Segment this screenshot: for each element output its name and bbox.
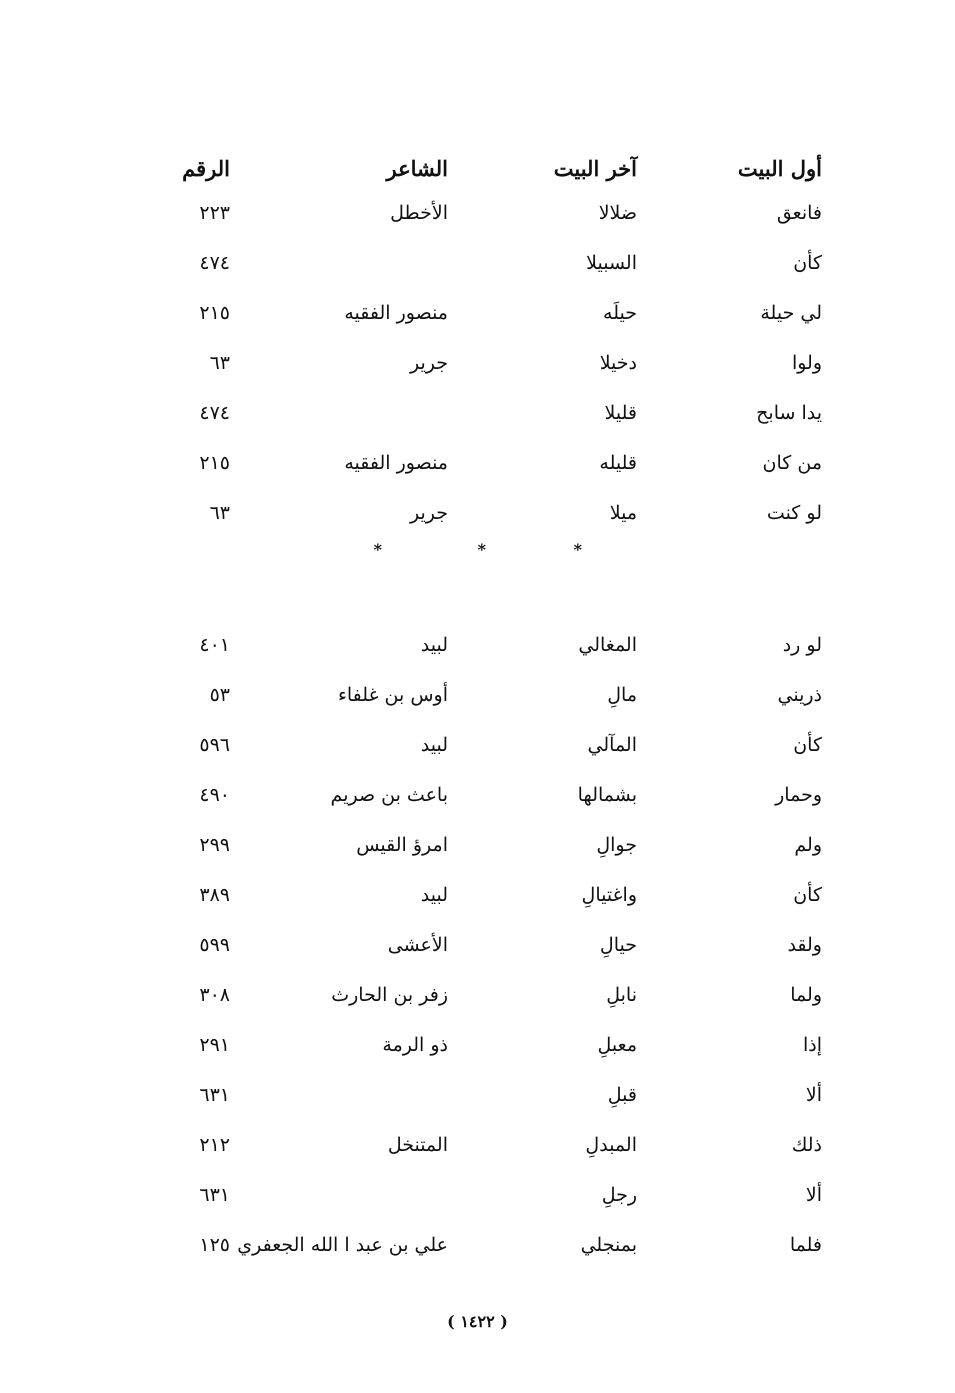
last-verse-cell: بشمالها [577, 784, 637, 806]
number-cell: ٤٩٠ [199, 784, 230, 806]
last-verse-cell: نابلِ [606, 984, 637, 1006]
table-row [170, 820, 830, 870]
first-verse-cell: كأن [793, 884, 822, 906]
last-verse-cell: قليله [599, 452, 637, 474]
number-cell: ٢٩٩ [199, 834, 230, 856]
last-verse-cell: قبلِ [607, 1084, 637, 1106]
table-row [170, 870, 830, 920]
number-cell: ٥٩٦ [199, 734, 230, 756]
poet-cell: باعث بن صريم [330, 784, 448, 806]
number-cell: ٢١٥ [199, 452, 230, 474]
table-row [170, 1020, 830, 1070]
first-verse-cell: ولم [794, 834, 822, 856]
poet-cell: لبيد [420, 734, 448, 756]
separator-star: * [477, 540, 486, 559]
poet-cell: الأعشى [387, 934, 448, 956]
first-verse-cell: ولوا [791, 352, 822, 374]
last-verse-cell: معبلِ [597, 1034, 637, 1056]
page-number: ( ١٤٢٢ ) [447, 1312, 508, 1331]
number-cell: ٢١٥ [199, 302, 230, 324]
poet-cell: امرؤ القيس [356, 834, 448, 856]
first-verse-cell: ولما [790, 984, 822, 1006]
last-verse-cell: المغالي [578, 634, 637, 656]
first-verse-cell: وحمار [775, 784, 822, 806]
poet-cell: منصور الفقيه [344, 302, 448, 324]
first-verse-cell: لي حيلة [760, 302, 822, 324]
number-cell: ٦٣١ [199, 1084, 230, 1106]
table-row [170, 1120, 830, 1170]
separator-star: * [573, 540, 582, 559]
number-cell: ٤٠١ [199, 634, 230, 656]
poet-cell: ذو الرمة [382, 1034, 448, 1056]
poet-cell: جرير [410, 502, 448, 524]
header-first-verse: أول البيت [737, 155, 822, 181]
number-cell: ٥٣ [209, 684, 230, 706]
table-row [170, 188, 830, 238]
first-verse-cell: لو رد [782, 634, 822, 656]
first-verse-cell: يدا سابح [756, 402, 822, 424]
first-verse-cell: لو كنت [766, 502, 822, 524]
table-row [170, 438, 830, 488]
number-cell: ٤٧٤ [199, 252, 230, 274]
table-row [170, 920, 830, 970]
poet-cell: منصور الفقيه [344, 452, 448, 474]
first-verse-cell: فانعق [776, 202, 822, 224]
table-row [170, 238, 830, 288]
number-cell: ٦٣١ [199, 1184, 230, 1206]
table-row [170, 970, 830, 1020]
table-row [170, 1170, 830, 1220]
first-verse-cell: إذا [802, 1034, 822, 1056]
poet-cell: علي بن عبد ا الله الجعفري [237, 1234, 448, 1256]
table-row [170, 388, 830, 438]
first-verse-cell: ألا [805, 1184, 822, 1206]
header-poet: الشاعر [386, 155, 448, 181]
first-verse-cell: ولقد [787, 934, 822, 956]
header-last-verse: آخر البيت [553, 155, 637, 181]
last-verse-cell: جوالِ [596, 834, 637, 856]
header-number: الرقم [182, 155, 230, 181]
poet-cell: لبيد [420, 634, 448, 656]
poet-cell: جرير [410, 352, 448, 374]
poet-cell: زفر بن الحارث [331, 984, 448, 1006]
number-cell: ٢٢٣ [199, 202, 230, 224]
table-row [170, 620, 830, 670]
first-verse-cell: كأن [793, 252, 822, 274]
first-verse-cell: كأن [793, 734, 822, 756]
last-verse-cell: مالِ [607, 684, 637, 706]
last-verse-cell: المبدلِ [585, 1134, 637, 1156]
last-verse-cell: السبيلا [586, 252, 637, 274]
table-row [170, 488, 830, 538]
verse-group-2 [170, 620, 830, 1270]
last-verse-cell: قليلا [604, 402, 637, 424]
verse-group-1 [170, 188, 830, 538]
last-verse-cell: رجلِ [601, 1184, 637, 1206]
separator-star: * [373, 540, 382, 559]
number-cell: ١٢٥ [199, 1234, 230, 1256]
last-verse-cell: المآلي [587, 734, 637, 756]
number-cell: ٢١٢ [199, 1134, 230, 1156]
last-verse-cell: حيلَه [603, 302, 637, 324]
table-row [170, 720, 830, 770]
table-row [170, 670, 830, 720]
number-cell: ٢٩١ [199, 1034, 230, 1056]
last-verse-cell: دخيلا [599, 352, 637, 374]
table-header [170, 148, 830, 188]
table-row [170, 770, 830, 820]
first-verse-cell: من كان [762, 452, 822, 474]
first-verse-cell: ذريني [777, 684, 822, 706]
last-verse-cell: ضلالا [598, 202, 637, 224]
poet-cell: الأخطل [390, 202, 448, 224]
first-verse-cell: ذلك [791, 1134, 822, 1156]
first-verse-cell: ألا [805, 1084, 822, 1106]
last-verse-cell: بمنجلي [580, 1234, 637, 1256]
number-cell: ٤٧٤ [199, 402, 230, 424]
number-cell: ٦٣ [209, 352, 230, 374]
poet-cell: أوس بن غلفاء [337, 684, 448, 706]
table-row [170, 288, 830, 338]
poet-cell: المتنخل [387, 1134, 448, 1156]
table-row [170, 1220, 830, 1270]
verse-index-table [170, 148, 830, 1270]
number-cell: ٥٩٩ [199, 934, 230, 956]
number-cell: ٣٨٩ [199, 884, 230, 906]
first-verse-cell: فلما [789, 1234, 822, 1256]
section-separator [170, 538, 830, 620]
table-row [170, 1070, 830, 1120]
number-cell: ٣٠٨ [199, 984, 230, 1006]
last-verse-cell: واغتيالِ [581, 884, 637, 906]
table-row [170, 338, 830, 388]
last-verse-cell: حيالِ [599, 934, 637, 956]
last-verse-cell: ميلا [609, 502, 637, 524]
number-cell: ٦٣ [209, 502, 230, 524]
poet-cell: لبيد [420, 884, 448, 906]
